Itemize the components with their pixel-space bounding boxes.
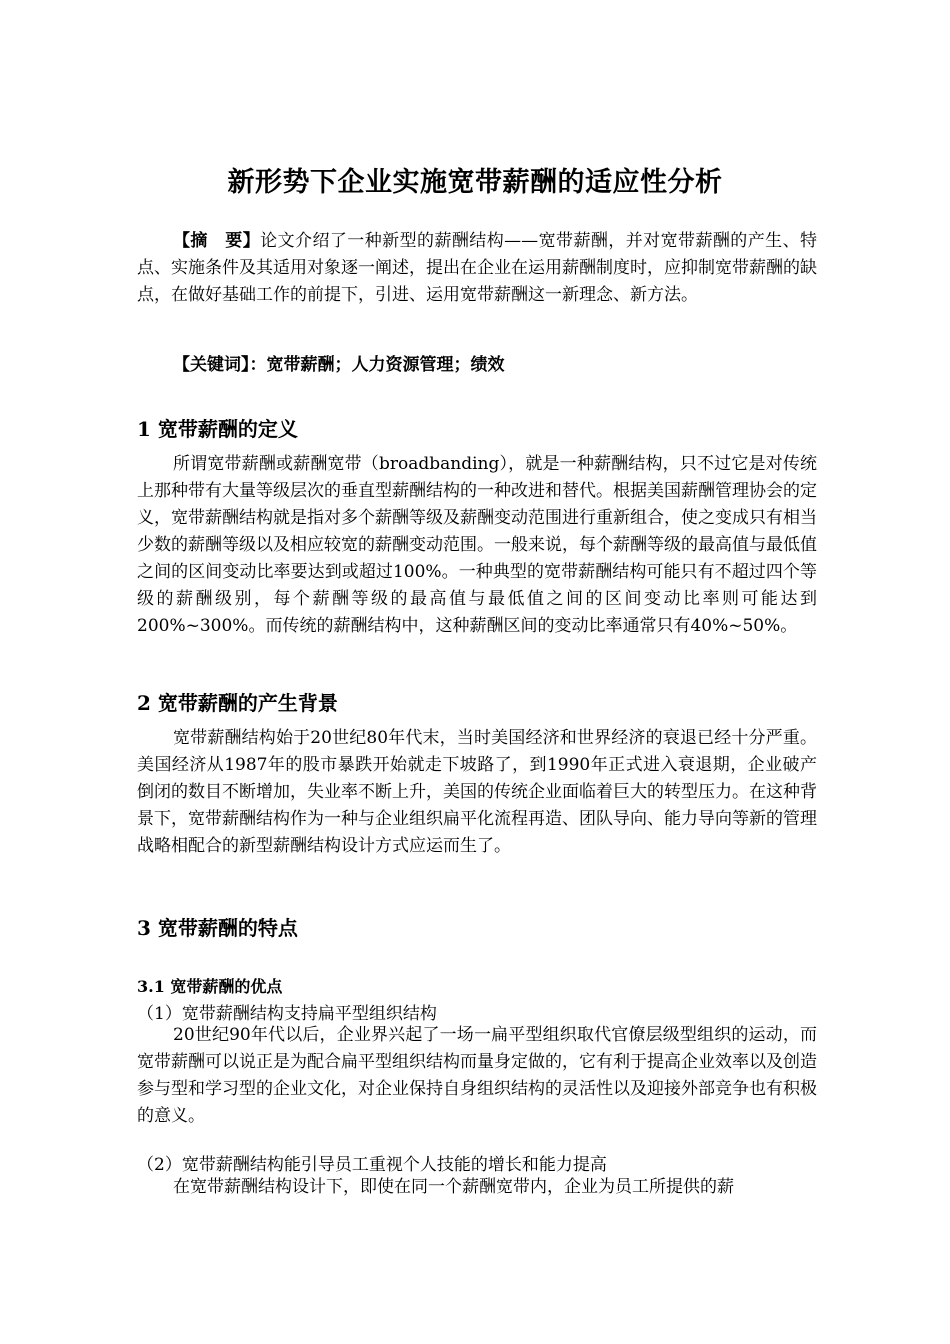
- keywords: [137, 352, 817, 379]
- abstract: [137, 228, 817, 309]
- item-1-title: （1）宽带薪酬结构支持扁平型组织结构: [137, 1004, 437, 1024]
- item-2-title: （2）宽带薪酬结构能引导员工重视个人技能的增长和能力提高: [137, 1155, 607, 1175]
- abstract-text: 论文介绍了一种新型的薪酬结构——宽带薪酬，并对宽带薪酬的产生、特点、实施条件及其适用对象逐一阐述，提出在企业在运用薪酬制度时，应抑制宽带薪酬的缺点，在做好基础工作的前提下，引进、运用宽带薪酬这一新理念、新方法。: [137, 231, 818, 305]
- item-2-paragraph: 在宽带薪酬结构设计下，即使在同一个薪酬宽带内，企业为员工所提供的薪: [173, 1177, 734, 1197]
- document-title: 新形势下企业实施宽带薪酬的适应性分析: [227, 167, 723, 198]
- section-2-heading: 2 宽带薪酬的产生背景: [137, 691, 338, 715]
- keywords-text: 宽带薪酬；人力资源管理；绩效: [266, 355, 505, 375]
- section-1-heading: 1 宽带薪酬的定义: [137, 417, 298, 441]
- section-2-paragraph: 宽带薪酬结构始于20世纪80年代末，当时美国经济和世界经济的衰退已经十分严重。美国经济从1987年的股市暴跌开始就走下坡路了，到1990年正式进入衰退期，企业破产倒闭的数目不断增加，失业率不断上升，美国的传统企业面临着巨大的转型压力。在这种背景下，宽带薪酬结构作为一种与企业组织扁平化流程再造、团队导向、能力导向等新的管理战略相配合的新型薪酬结构设计方式应运而生了。: [137, 728, 817, 856]
- item-1-paragraph: 20世纪90年代以后，企业界兴起了一场一扁平型组织取代官僚层级型组织的运动，而宽带薪酬可以说正是为配合扁平型组织结构而量身定做的，它有利于提高企业效率以及创造参与型和学习型的企业文化，对企业保持自身组织结构的灵活性以及迎接外部竞争也有积极的意义。: [137, 1025, 817, 1126]
- section-3-heading: 3 宽带薪酬的特点: [137, 916, 298, 940]
- keywords-label: 【关键词】：: [173, 355, 267, 375]
- section-1-paragraph: 所谓宽带薪酬或薪酬宽带（broadbanding），就是一种薪酬结构，只不过它是对传统上那种带有大量等级层次的垂直型薪酬结构的一种改进和替代。根据美国薪酬管理协会的定义，宽带薪酬结构就是指对多个薪酬等级及薪酬变动范围进行重新组合，使之变成只有相当少数的薪酬等级以及相应较宽的薪酬变动范围。一般来说，每个薪酬等级的最高值与最低值之间的区间变动比率要达到或超过100%。一种典型的宽带薪酬结构可能只有不超过四个等级的薪酬级别，每个薪酬等级的最高值与最低值之间的区间变动比率则可能达到200%~300%。而传统的薪酬结构中，这种薪酬区间的变动比率通常只有40%~50%。: [137, 454, 817, 636]
- subsection-3-1-heading: 3.1 宽带薪酬的优点: [137, 977, 283, 996]
- abstract-label: 【摘 要】: [173, 231, 261, 251]
